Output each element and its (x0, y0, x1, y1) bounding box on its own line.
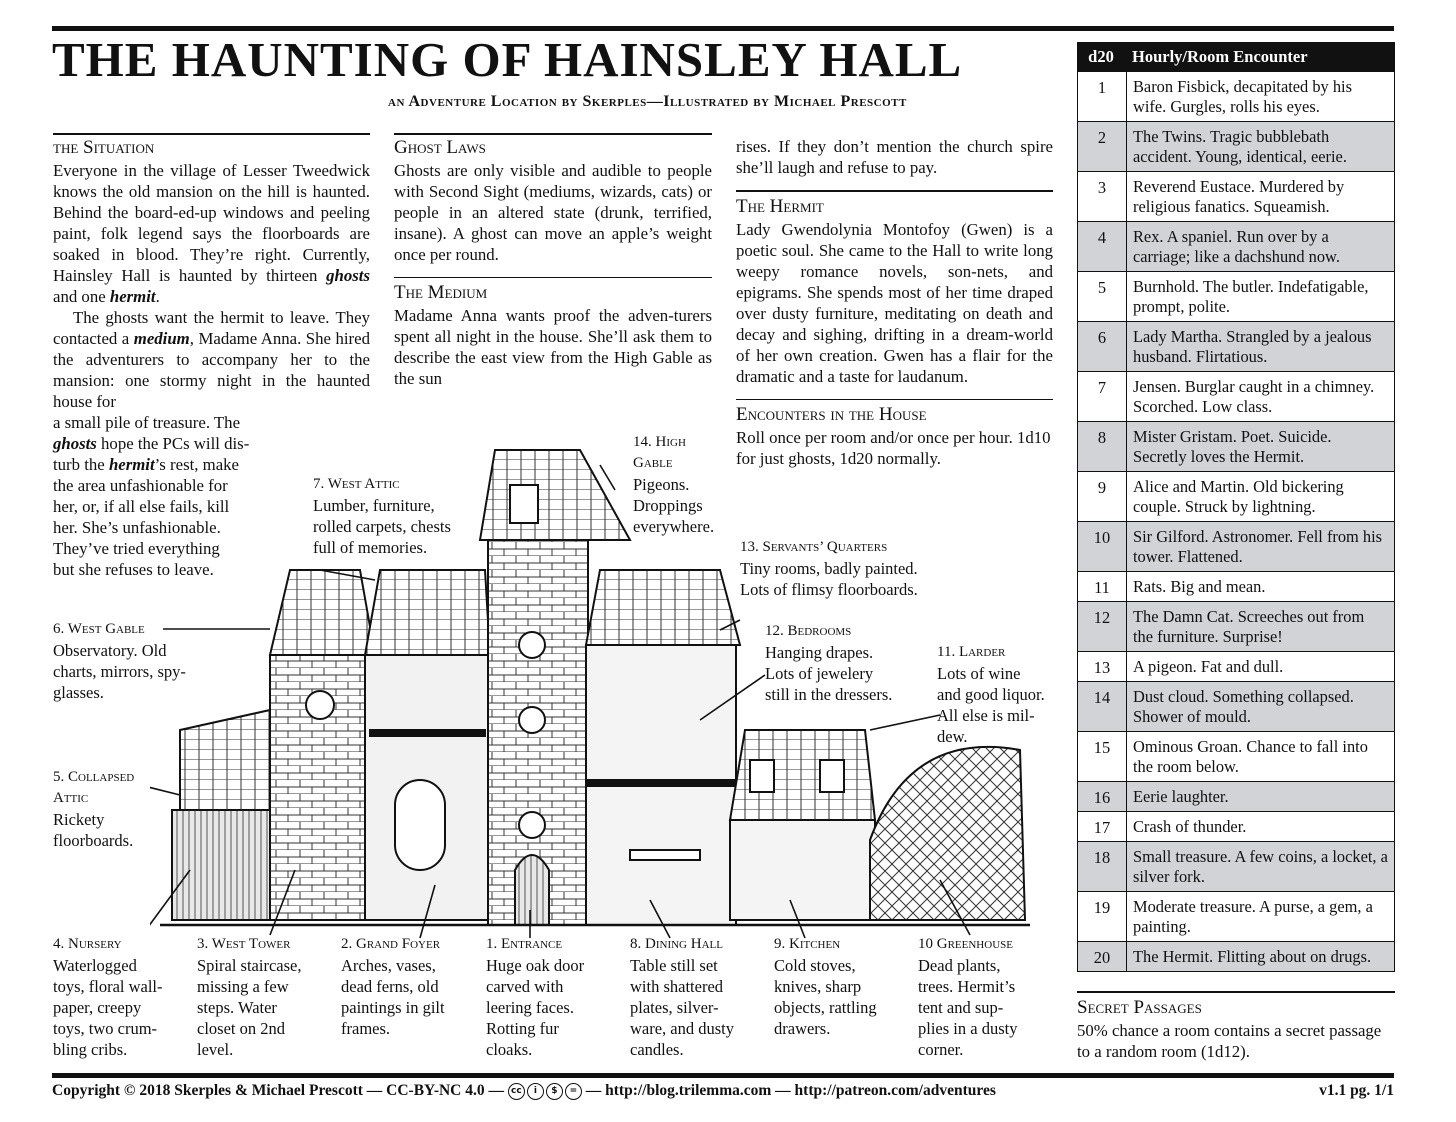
west-wing (172, 710, 282, 920)
label-room-1: 1. Entrance Huge oak door carved with leering faces. Rotting fur cloaks. (486, 936, 585, 1059)
encounter-text: Lady Martha. Strangled by a jealous husband. Flirtatious. (1126, 322, 1394, 371)
encounter-text: Ominous Groan. Chance to fall into the room below. (1126, 732, 1394, 781)
roll-number: 1 (1097, 78, 1107, 97)
roll-number: 7 (1097, 378, 1107, 397)
encounter-text: Dust cloud. Something collapsed. Shower of mould. (1126, 682, 1394, 731)
encounters-house-heading: Encounters in the House (736, 404, 927, 425)
encounter-table-header: d20 Hourly/Room Encounter (1077, 42, 1395, 72)
footer-links[interactable]: — http://blog.trilemma.com — http://patreon.com/adventures (585, 1082, 996, 1099)
table-row (1077, 272, 1395, 322)
ghost-laws-text: Ghosts are only visible and audible to people with Second Sight (mediums, wizards, cats) or people in an altered state (drunk, terrified, insane). A ghost can move an apple’s weight once per round. (394, 160, 712, 264)
roll-number: 6 (1097, 328, 1107, 347)
label-room-7: 7. West Attic Lumber, furniture, rolled carpets, chests full of memories. (313, 476, 451, 557)
ghost-laws-section (394, 133, 712, 389)
situation-paragraph-2-wrap: a small pile of treasure. The ghosts hope the PCs will dis- turb the hermit’s rest, make the area unfashionable for her, or, if all else fails, kill her. She’s unfashionable. They’ve tried everything but she refuses to leave. (53, 412, 250, 579)
table-row (1077, 652, 1395, 682)
table-row (1077, 222, 1395, 272)
encounter-text: Eerie laughter. (1126, 782, 1394, 811)
hall-illustration (150, 430, 1050, 940)
table-row (1077, 942, 1395, 972)
roll-number: 18 (1093, 848, 1111, 867)
secret-passages-text: 50% chance a room contains a secret passage to a random room (1d12). (1077, 1020, 1382, 1061)
roll-number: 12 (1093, 608, 1111, 627)
medium-text-continued: rises. If they don’t mention the church spire she’ll laugh and refuse to pay. (736, 137, 1053, 177)
table-row (1077, 682, 1395, 732)
table-row (1077, 602, 1395, 652)
encounter-text: Rex. A spaniel. Run over by a carriage; like a dachshund now. (1126, 222, 1394, 271)
west-tower (270, 570, 375, 920)
table-row (1077, 732, 1395, 782)
encounter-text: A pigeon. Fat and dull. (1126, 652, 1394, 681)
encounter-table (1077, 42, 1395, 972)
label-room-5: 5. Collapsed Attic Rickety floorboards. (53, 769, 135, 850)
roll-number: 19 (1093, 898, 1111, 917)
encounter-text: The Twins. Tragic bubblebath accident. Young, identical, eerie. (1126, 122, 1394, 171)
table-row (1077, 422, 1395, 472)
table-row (1077, 72, 1395, 122)
table-row (1077, 892, 1395, 942)
table-row (1077, 782, 1395, 812)
bottom-rule (52, 1073, 1394, 1078)
label-room-2: 2. Grand Foyer Arches, vases, dead ferns, old paintings in gilt frames. (341, 936, 445, 1038)
table-row (1077, 572, 1395, 602)
top-rule (52, 26, 1394, 31)
page-title: THE HAUNTING OF HAINSLEY HALL (52, 32, 963, 87)
encounter-text: Moderate treasure. A purse, a gem, a painting. (1126, 892, 1394, 941)
secret-passages-heading: Secret Passages (1077, 996, 1202, 1018)
situation-paragraph-1: Everyone in the village of Lesser Tweedwick knows the old mansion on the hill is haunted. Behind the board-ed-up windows and peeling paint, folk legend says the floorboards are soaked in blood. They’re right. Currently, Hainsley Hall is haunted by thirteen ghosts and one hermit. (53, 160, 370, 306)
page-subtitle: an Adventure Location by Skerples—Illustrated by Michael Prescott (388, 93, 907, 110)
hermit-text: Lady Gwendolynia Montofoy (Gwen) is a poetic soul. She came to the Hall to write long weepy romance novels, son-nets, and epigrams. She spends most of her time draped over dusty furniture, meditating on death and decay and sighing, drifting in a dream-world of her own creation. Gwen has a flair for the dramatic and a taste for laudanum. (736, 219, 1053, 386)
label-room-4: 4. Nursery Waterlogged toys, floral wall- paper, creepy toys, two crum- bling cribs. (53, 936, 163, 1059)
situation-heading: the Situation (53, 136, 155, 158)
encounter-text: Mister Gristam. Poet. Suicide. Secretly loves the Hermit. (1126, 422, 1394, 471)
medium-heading: The Medium (394, 282, 488, 303)
east-block (586, 570, 740, 925)
ghost-laws-heading: Ghost Laws (394, 136, 486, 158)
encounter-text: Reverend Eustace. Murdered by religious fanatics. Squeamish. (1126, 172, 1394, 221)
table-row (1077, 122, 1395, 172)
medium-text: Madame Anna wants proof the adven-turers spent all night in the house. She’ll ask them to describe the east view from the High Gable as the sun (394, 306, 712, 388)
roll-number: 8 (1097, 428, 1107, 447)
label-room-14: 14. High Gable Pigeons. Droppings everywhere. (633, 434, 715, 536)
roll-number: 5 (1097, 278, 1107, 297)
encounter-text: Crash of thunder. (1126, 812, 1394, 841)
table-row (1077, 842, 1395, 892)
roll-number: 3 (1097, 178, 1107, 197)
roll-number: 16 (1093, 788, 1111, 807)
encounter-text: Alice and Martin. Old bickering couple. Struck by lightning. (1126, 472, 1394, 521)
roll-number: 4 (1097, 228, 1107, 247)
roll-number: 2 (1097, 128, 1107, 147)
table-row (1077, 812, 1395, 842)
kitchen-block (730, 730, 875, 920)
footer-copyright: Copyright © 2018 Skerples & Michael Prescott — CC-BY-NC 4.0 — (52, 1082, 504, 1099)
encounter-text: The Hermit. Flitting about on drugs. (1126, 942, 1394, 971)
label-room-12: 12. Bedrooms Hanging drapes. Lots of jewelery still in the dressers. (765, 623, 893, 704)
label-room-11: 11. Larder Lots of wine and good liquor. All else is mil- dew. (937, 644, 1045, 746)
situation-paragraph-2: The ghosts want the hermit to leave. They contacted a medium, Madame Anna. She hired the adventurers to accompany her to the mansion: one stormy night in the haunted house for (53, 307, 370, 411)
roll-number: 17 (1093, 818, 1111, 837)
label-room-9: 9. Kitchen Cold stoves, knives, sharp objects, rattling drawers. (774, 936, 877, 1038)
label-room-13: 13. Servants’ Quarters Tiny rooms, badly painted. Lots of flimsy floorboards. (740, 539, 918, 599)
table-row (1077, 172, 1395, 222)
table-row (1077, 472, 1395, 522)
hermit-heading: The Hermit (736, 195, 824, 217)
encounter-text: Rats. Big and mean. (1126, 572, 1394, 601)
roll-number: 13 (1093, 658, 1111, 677)
footer-version: v1.1 pg. 1/1 (1319, 1082, 1394, 1099)
roll-number: 15 (1093, 738, 1111, 757)
cc-license-icon: cc i $ = (508, 1083, 582, 1100)
table-row (1077, 372, 1395, 422)
label-room-6: 6. West Gable Observatory. Old charts, mirrors, spy- glasses. (53, 621, 186, 702)
label-room-10: 10 Greenhouse Dead plants, trees. Hermit’s tent and sup- plies in a dusty corner. (918, 936, 1018, 1059)
hermit-column (736, 136, 1053, 469)
roll-number: 10 (1093, 528, 1111, 547)
encounter-text: Small treasure. A few coins, a locket, a silver fork. (1126, 842, 1394, 891)
table-row (1077, 522, 1395, 572)
encounter-text: Baron Fisbick, decapitated by his wife. Gurgles, rolls his eyes. (1126, 72, 1394, 121)
roll-number: 14 (1093, 688, 1111, 707)
roll-number: 20 (1093, 948, 1111, 967)
encounters-house-text: Roll once per room and/or once per hour. 1d10 for just ghosts, 1d20 normally. (736, 428, 1051, 468)
roll-number: 9 (1097, 478, 1107, 497)
roll-number: 11 (1094, 578, 1110, 597)
encounter-text: Jensen. Burglar caught in a chimney. Scorched. Low class. (1126, 372, 1394, 421)
encounter-text: Sir Gilford. Astronomer. Fell from his tower. Flattened. (1126, 522, 1394, 571)
label-room-8: 8. Dining Hall Table still set with shattered plates, silver- ware, and dusty candles. (630, 936, 735, 1059)
footer (52, 1082, 1394, 1100)
foyer-block (365, 570, 490, 920)
encounter-table-body (1077, 72, 1395, 972)
secret-passages-section (1077, 991, 1395, 1062)
table-row (1077, 322, 1395, 372)
label-room-3: 3. West Tower Spiral staircase, missing a few steps. Water closet on 2nd level. (197, 936, 302, 1059)
encounter-text: The Damn Cat. Screeches out from the furniture. Surprise! (1126, 602, 1394, 651)
encounter-text: Burnhold. The butler. Indefatigable, prompt, polite. (1126, 272, 1394, 321)
